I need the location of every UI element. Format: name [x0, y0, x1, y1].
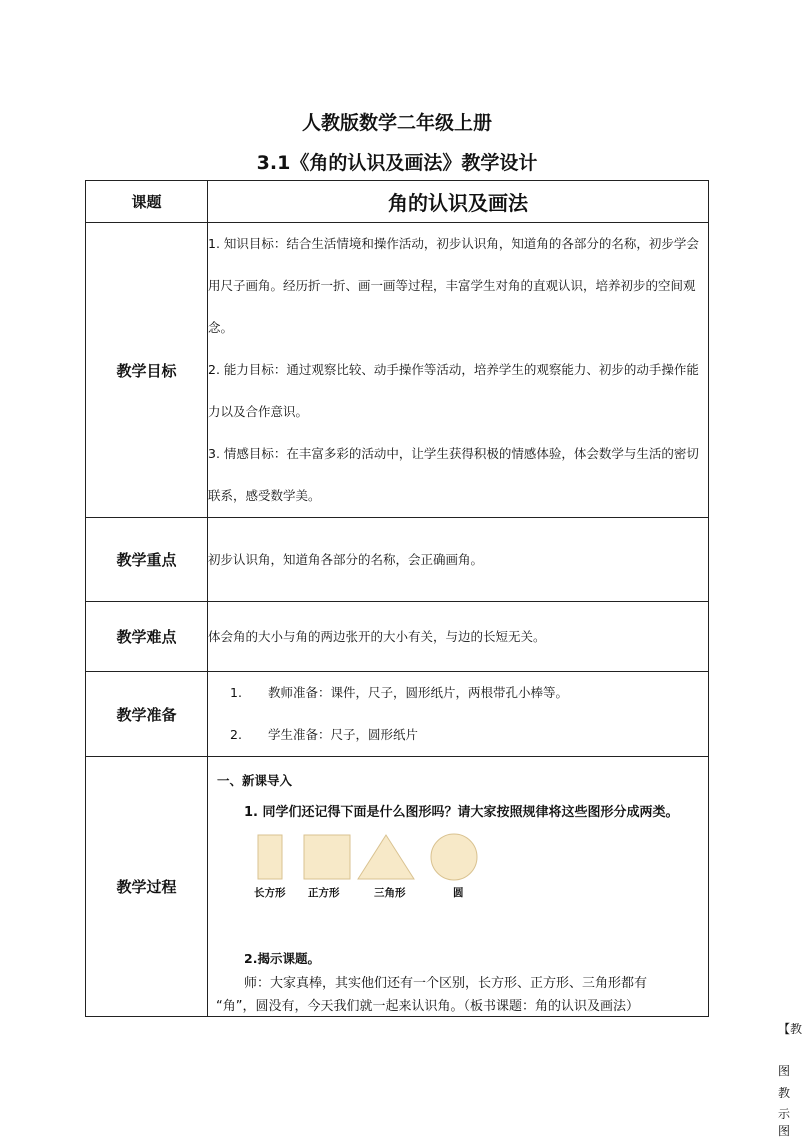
objectives-label: 教学目标 — [86, 223, 208, 518]
objective-emotion: 3. 情感目标：在丰富多彩的活动中，让学生获得积极的情感体验，体会数学与生活的密切联系，感受数学美。 — [208, 446, 699, 503]
margin-fragment: 【教 — [778, 1022, 803, 1036]
preparation-text: 教师准备：课件，尺子，圆形纸片，两根带孔小棒等。 — [267, 685, 568, 700]
label-square: 正方形 — [308, 887, 340, 899]
square-shape — [304, 835, 350, 879]
label-circle: 圆 — [453, 887, 464, 899]
objective-ability: 2. 能力目标：通过观察比较、动手操作等活动，培养学生的观察能力、初步的动手操作能力以及合作意识。 — [208, 362, 699, 419]
label-rectangle: 长方形 — [254, 887, 286, 899]
label-triangle: 三角形 — [374, 887, 406, 899]
margin-fragment: 教 — [778, 1086, 791, 1100]
difficulty-row — [86, 602, 709, 672]
topic-label: 课题 — [86, 181, 208, 223]
preparation-number: 1. — [230, 685, 242, 700]
preparation-text: 学生准备：尺子，圆形纸片 — [267, 727, 418, 742]
triangle-shape — [358, 835, 414, 879]
section-new-lesson-heading: 一、新课导入 — [217, 773, 293, 788]
topic-row — [86, 181, 709, 223]
preparation-cell — [208, 672, 709, 757]
key-point-row — [86, 518, 709, 602]
question-shapes: 1. 同学们还记得下面是什么图形吗？请大家按照规律将这些图形分成两类。 — [244, 805, 679, 820]
preparation-label: 教学准备 — [86, 672, 208, 757]
process-cell — [208, 757, 709, 1017]
teacher-speech-line2: “角”，圆没有，今天我们就一起来认识角。（板书课题：角的认识及画法） — [216, 999, 639, 1014]
process-row — [86, 757, 709, 1017]
objective-knowledge: 1. 知识目标：结合生活情境和操作活动，初步认识角，知道角的各部分的名称，初步学会用尺子画角。经历折一折、画一画等过程，丰富学生对角的直观认识，培养初步的空间观念。 — [208, 236, 699, 335]
section-reveal-topic: 2.揭示课题。 — [244, 951, 320, 966]
key-point-label: 教学重点 — [86, 518, 208, 602]
difficulty-value: 体会角的大小与角的两边张开的大小有关，与边的长短无关。 — [208, 602, 709, 672]
preparation-row — [86, 672, 709, 757]
teacher-speech-line1: 师：大家真棒，其实他们还有一个区别，长方形、正方形、三角形都有 — [244, 976, 648, 991]
document-title: 人教版数学二年级上册 — [301, 112, 492, 134]
circle-shape — [431, 834, 477, 880]
objectives-row — [86, 223, 709, 518]
difficulty-label: 教学难点 — [86, 602, 208, 672]
lesson-plan-table — [85, 180, 709, 1017]
topic-value: 角的认识及画法 — [208, 181, 709, 223]
key-point-value: 初步认识角，知道角各部分的名称，会正确画角。 — [208, 518, 709, 602]
preparation-number: 2. — [230, 727, 242, 742]
process-label: 教学过程 — [86, 757, 208, 1017]
document-subtitle: 3.1《角的认识及画法》教学设计 — [256, 152, 538, 174]
objectives-cell — [208, 223, 709, 518]
preparation-item-student — [208, 714, 708, 756]
margin-fragment: 图 — [778, 1064, 791, 1078]
margin-fragment: 示图 — [778, 1107, 791, 1138]
preparation-item-teacher — [208, 672, 708, 714]
rectangle-shape — [258, 835, 282, 879]
